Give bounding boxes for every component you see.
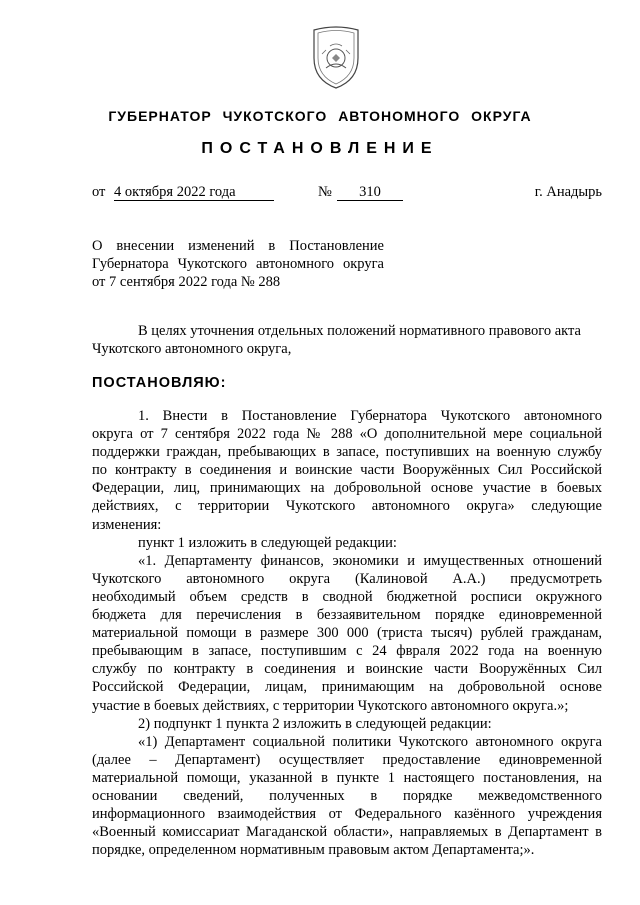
body-line: бюджета для перечисления в беззаявительном порядке единовременной: [92, 607, 602, 624]
document-subject: [92, 237, 384, 291]
coat-of-arms-icon: [300, 24, 372, 92]
date-from-label: от: [92, 184, 106, 200]
preamble-line: В целях уточнения отдельных положений нормативного правового акта: [138, 323, 581, 339]
body-line: по контракту в соединения и воинские части Вооружённых Сил Российской: [92, 462, 602, 479]
body-line: порядке, определенном нормативным правовым актом Департамента;».: [92, 842, 535, 859]
document-body: [92, 407, 602, 859]
number-label: №: [318, 184, 332, 200]
body-line: необходимый объем средств в сводной бюджетной росписи окружного: [92, 588, 602, 605]
body-line: 2) подпункт 1 пункта 2 изложить в следующей редакции:: [138, 715, 492, 732]
document-type-title: ПОСТАНОВЛЕНИЕ: [201, 140, 439, 157]
body-line: службу по контракту в соединения и воинские части Вооружённых Сил: [92, 661, 602, 678]
document-date: 4 октября 2022 года: [114, 184, 274, 201]
body-line: основании сведений, полученных в порядке межведомственного: [92, 787, 602, 804]
document-number: 310: [337, 184, 403, 201]
body-line: изменения:: [92, 516, 162, 533]
body-line: материальной помощи, указанной в пункте 1 настоящего постановления, на: [92, 769, 602, 786]
body-line: материальной помощи в размере 300 000 (триста тысяч) рублей гражданам,: [92, 625, 602, 642]
body-line: Российской Федерации, лицам, принимающим на добровольной основе: [92, 679, 602, 696]
body-line: участие в боевых действиях, с территории Чукотского автономного округа.»;: [92, 697, 569, 714]
subject-line: от 7 сентября 2022 года № 288: [92, 274, 281, 291]
body-line: (далее – Департамент) осуществляет предоставление единовременной: [92, 751, 602, 768]
body-line: Чукотского автономного округа (Калиновой А.А.) предусмотреть: [92, 570, 602, 587]
body-line: Федерации, лиц, принимающих на добровольной основе участие в боевых: [92, 480, 602, 497]
preamble-line: Чукотского автономного округа,: [92, 341, 292, 357]
decree-heading: ПОСТАНОВЛЯЮ:: [92, 375, 227, 391]
body-line: пребывающим в запасе, поступившим с 24 фвраля 2022 года на военную: [92, 643, 602, 660]
organization-title: ГУБЕРНАТОР ЧУКОТСКОГО АВТОНОМНОГО ОКРУГА: [108, 108, 532, 124]
body-line: округа от 7 сентября 2022 года № 288 «О дополнительной мере социальной: [92, 426, 602, 443]
body-line: информационного взаимодействия от Федерального казённого учреждения: [92, 806, 602, 823]
subject-line: О внесении изменений в Постановление: [92, 238, 384, 254]
body-line: поддержки граждан, пребывающих в запасе, поступивших на военную службу: [92, 444, 602, 461]
preamble: [92, 322, 602, 358]
body-line: действиях, с территории Чукотского автономного округа» следующие: [92, 498, 602, 515]
city-name: г. Анадырь: [534, 184, 602, 200]
body-line: 1. Внести в Постановление Губернатора Чукотского автономного: [138, 408, 602, 424]
body-line: «Военный комиссариат Магаданской области», направляемых в Департамент в: [92, 824, 602, 841]
body-line: пункт 1 изложить в следующей редакции:: [138, 534, 397, 551]
body-line: «1) Департамент социальной политики Чукотского автономного округа: [138, 733, 602, 750]
subject-line: Губернатора Чукотского автономного округа: [92, 256, 384, 273]
body-line: «1. Департаменту финансов, экономики и имущественных отношений: [138, 552, 602, 569]
